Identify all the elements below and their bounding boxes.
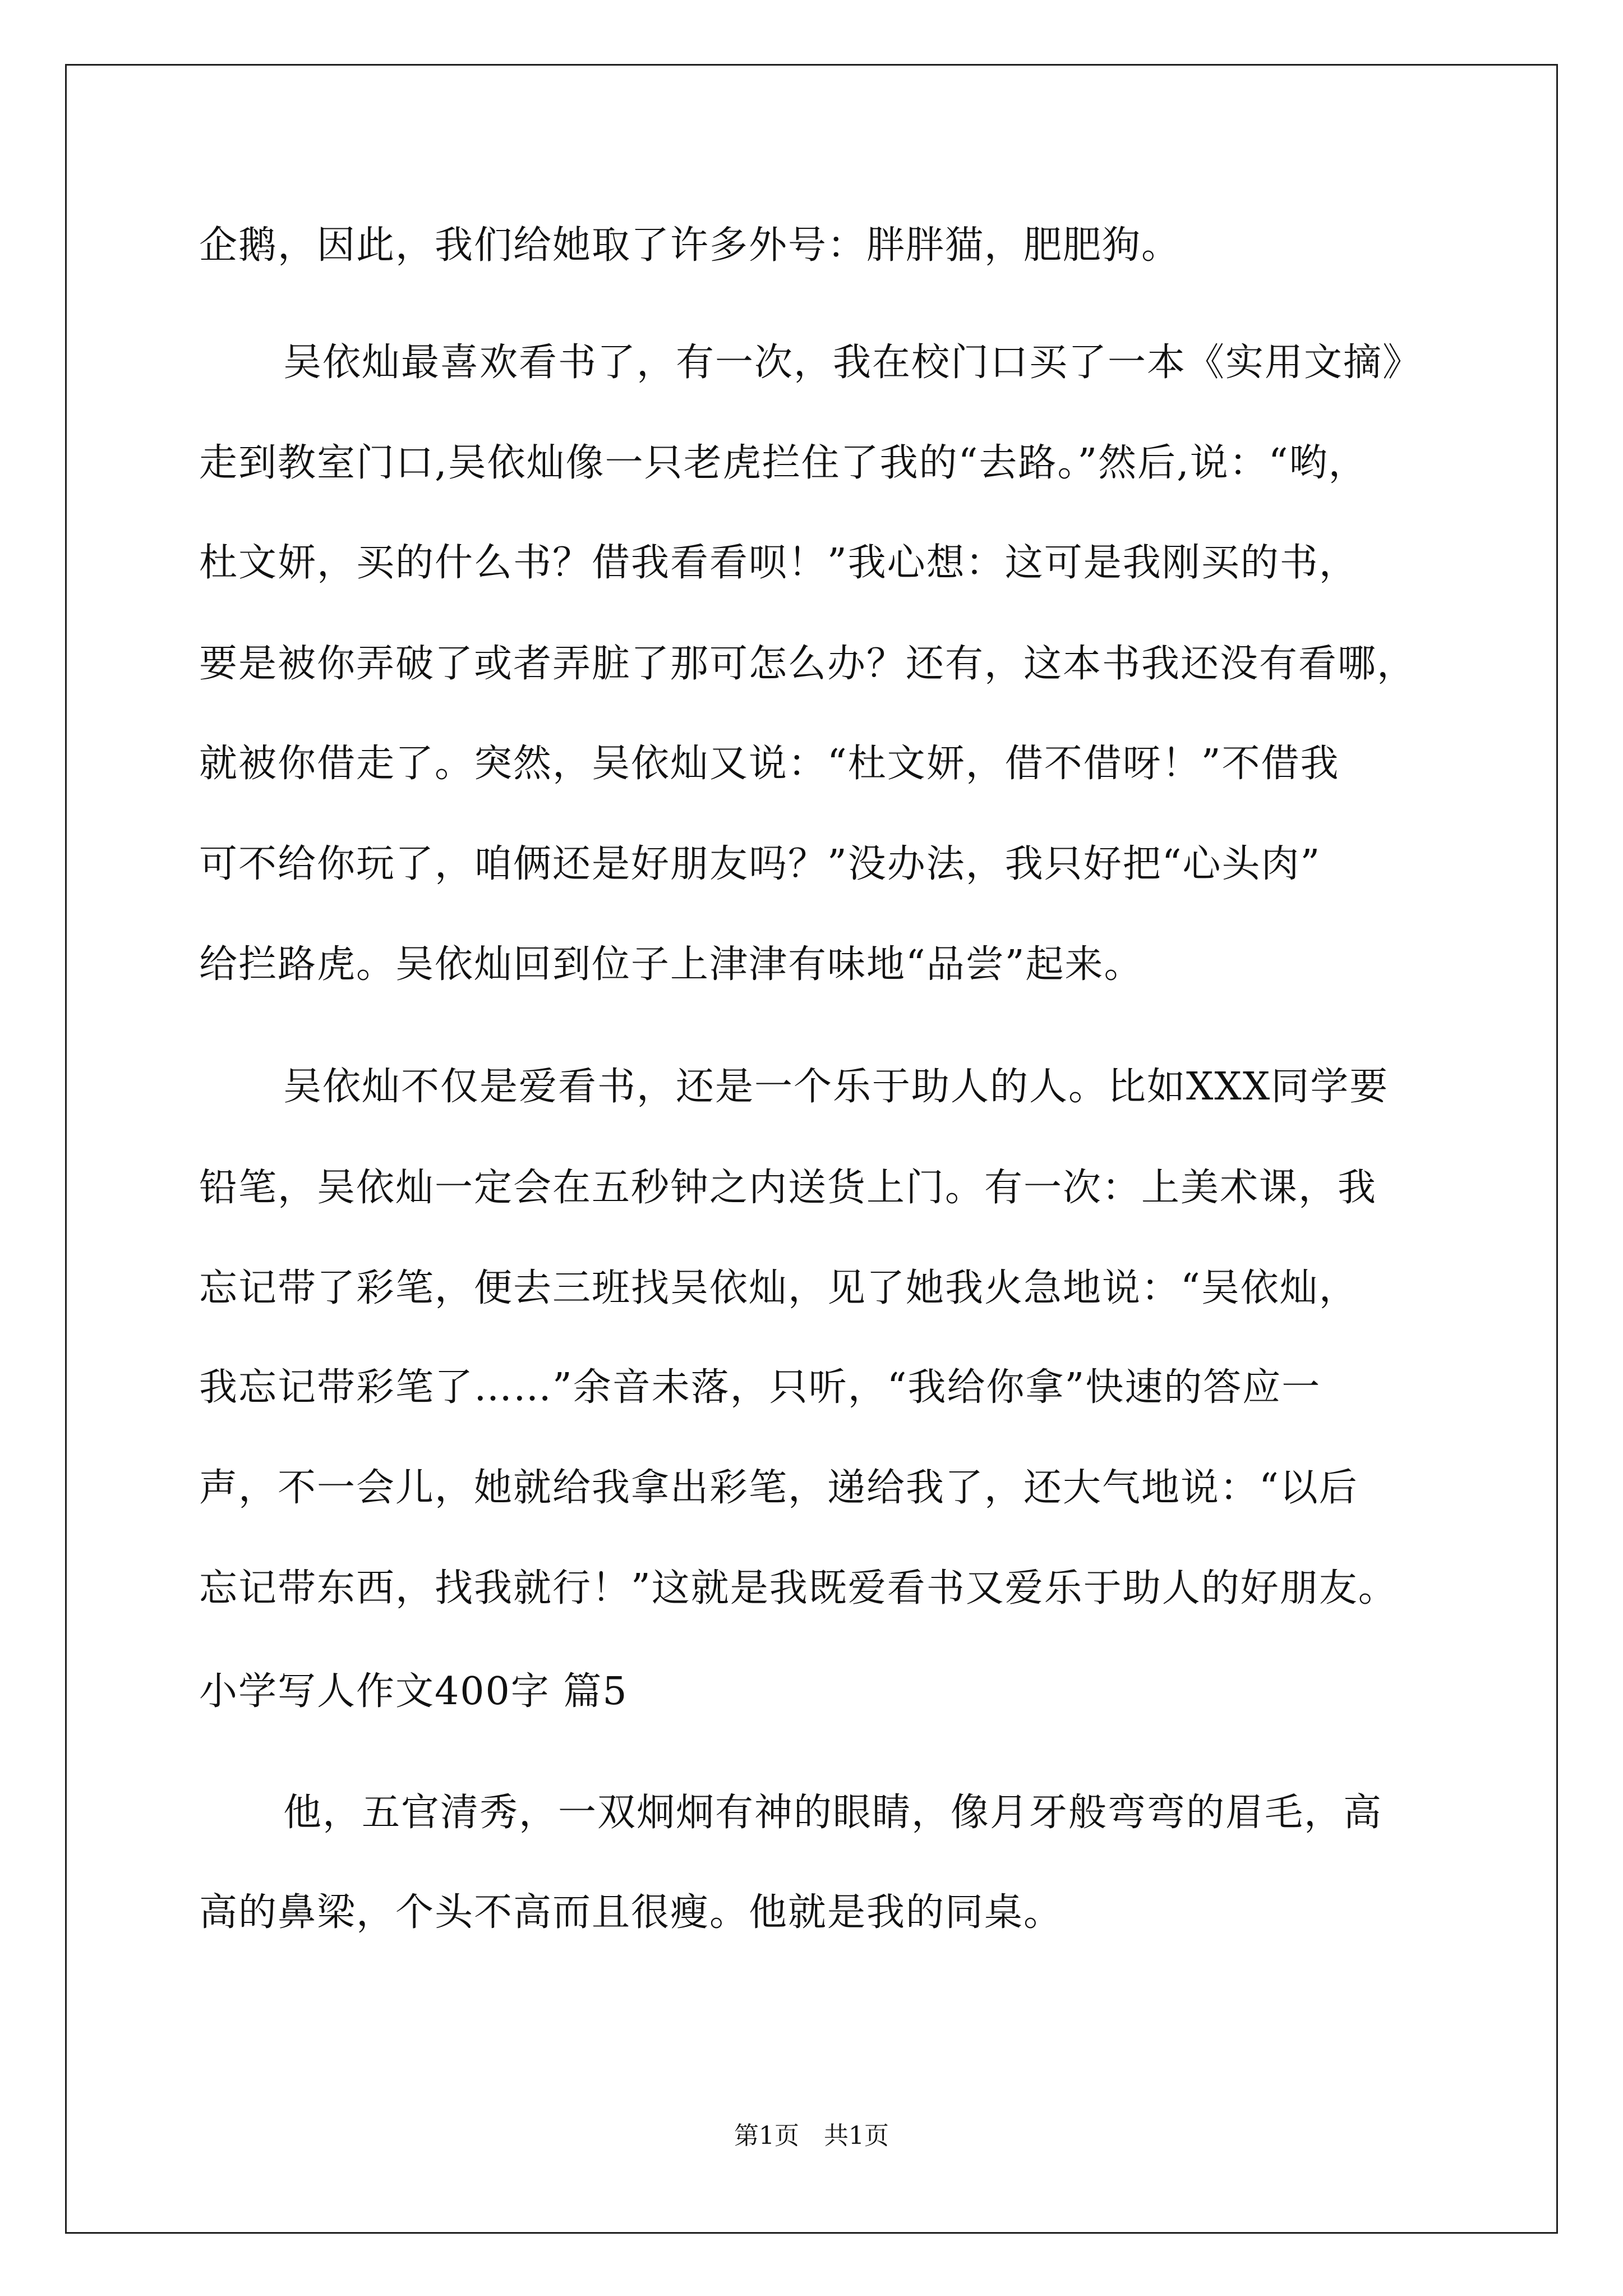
text-line: 就被你借走了。突然，吴依灿又说：“杜文妍，借不借呀！”不借我 — [199, 742, 1340, 786]
section-heading: 小学写人作文400字 篇5 — [199, 1669, 628, 1714]
text-line: 企鹅，因此，我们给她取了许多外号：胖胖猫，肥肥狗。 — [199, 223, 1181, 268]
paragraph-first-line: 他，五官清秀，一双炯炯有神的眼睛，像月牙般弯弯的眉毛，高 — [283, 1791, 1383, 1835]
text-line: 走到教室门口,吴依灿像一只老虎拦住了我的“去路。”然后,说：“哟， — [199, 441, 1368, 485]
text-line: 要是被你弄破了或者弄脏了那可怎么办？还有，这本书我还没有看哪， — [199, 642, 1417, 686]
text-line: 声，不一会儿，她就给我拿出彩笔，递给我了，还大气地说：“以后 — [199, 1466, 1358, 1510]
text-line: 给拦路虎。吴依灿回到位子上津津有味地“品尝”起来。 — [199, 942, 1144, 987]
text-line: 忘记带了彩笔，便去三班找吴依灿，见了她我火急地说：“吴依灿， — [199, 1266, 1358, 1310]
text-line: 铅笔，吴依灿一定会在五秒钟之内送货上门。有一次：上美术课，我 — [199, 1166, 1377, 1210]
page-number-footer: 第1页 共1页 — [734, 2122, 889, 2150]
text-line: 杜文妍，买的什么书？借我看看呗！”我心想：这可是我刚买的书， — [199, 541, 1358, 585]
text-line: 高的鼻梁，个头不高而且很瘦。他就是我的同桌。 — [199, 1890, 1063, 1935]
text-line: 可不给你玩了，咱俩还是好朋友吗？”没办法，我只好把“心头肉” — [199, 842, 1321, 886]
text-line: 我忘记带彩笔了……”余音未落，只听，“我给你拿”快速的答应一 — [199, 1365, 1321, 1410]
paragraph-first-line: 吴依灿不仅是爱看书，还是一个乐于助人的人。比如XXX同学要 — [283, 1065, 1389, 1109]
paragraph-first-line: 吴依灿最喜欢看书了，有一次，我在校门口买了一本《实用文摘》 — [283, 341, 1422, 385]
text-line: 忘记带东西，找我就行！”这就是我既爱看书又爱乐于助人的好朋友。 — [199, 1566, 1398, 1611]
